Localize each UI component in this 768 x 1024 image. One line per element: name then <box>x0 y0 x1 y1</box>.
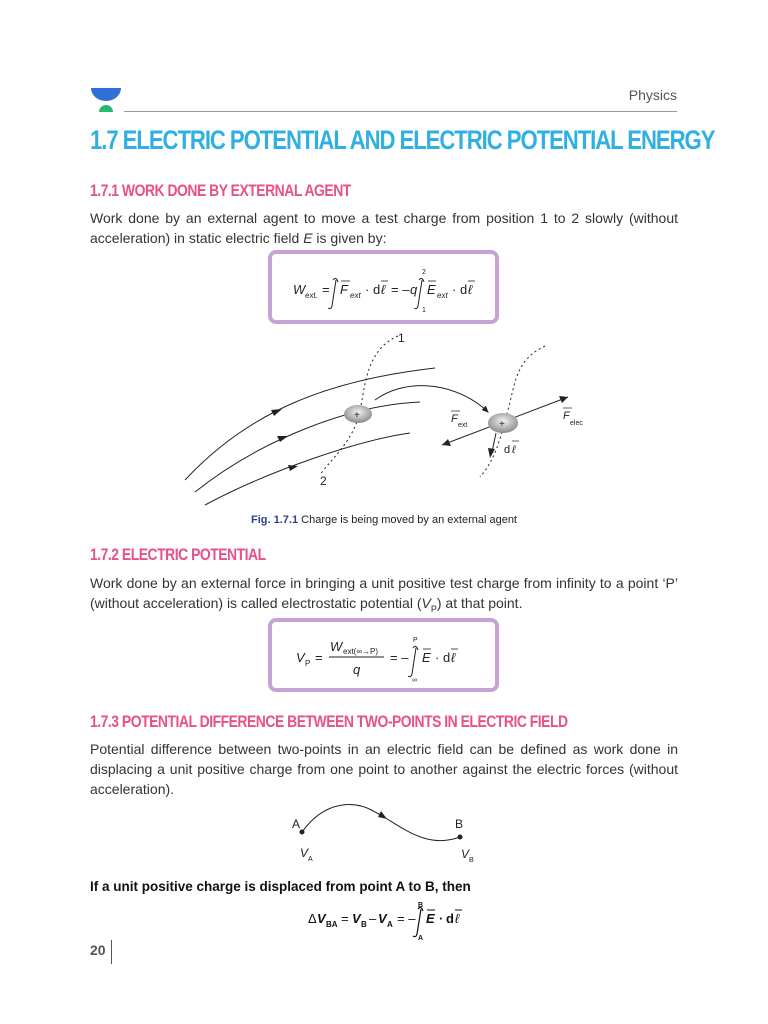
svg-text:=: = <box>341 911 349 926</box>
section-title: 1.7 ELECTRIC POTENTIAL AND ELECTRIC POTENTIAL ENERGY <box>90 125 715 155</box>
equation-box-work <box>268 250 499 324</box>
svg-text:= –: = – <box>391 282 410 297</box>
svg-text:= –: = – <box>397 911 416 926</box>
subsection-title-work-done: 1.7.1 WORK DONE BY EXTERNAL AGENT <box>90 181 351 200</box>
svg-text:= –: = – <box>390 650 409 665</box>
svg-text:E: E <box>426 911 435 926</box>
svg-text:ℓ: ℓ <box>468 282 473 297</box>
point-a-label: A <box>292 817 301 831</box>
dl-label: d <box>504 444 511 456</box>
svg-text:·: · <box>439 911 444 926</box>
svg-text:d: d <box>460 282 468 297</box>
charge-sign: + <box>499 419 505 430</box>
point-a-marker <box>300 830 305 835</box>
svg-text:∞: ∞ <box>412 677 417 684</box>
paragraph-text: is given by: <box>312 230 387 246</box>
displacement-path <box>480 346 545 477</box>
header-divider <box>124 111 677 112</box>
position-1-label: 1 <box>398 331 405 345</box>
svg-text:B: B <box>361 920 367 929</box>
brand-logo-icon <box>90 86 122 112</box>
svg-text:q: q <box>353 662 361 677</box>
svg-text:A: A <box>387 920 393 929</box>
equation-box-potential <box>268 618 499 692</box>
paragraph-variable: E <box>303 230 313 246</box>
svg-text:V: V <box>296 650 305 665</box>
svg-text:d: d <box>443 650 451 665</box>
svg-text:V: V <box>378 911 387 926</box>
paragraph-text: Work done by an external force in bringing a unit positive test charge from infinity to a point ‘P’ (without acceleration) is called electrostatic potential ( <box>90 575 678 611</box>
statement-displacement: If a unit positive charge is displaced from point A to B, then <box>90 879 471 894</box>
svg-text:1: 1 <box>422 307 426 314</box>
figure-caption <box>0 514 768 526</box>
svg-text:P: P <box>413 637 418 644</box>
svg-text:ℓ: ℓ <box>512 444 516 456</box>
page-number-divider <box>111 940 112 964</box>
svg-text:q: q <box>410 282 418 297</box>
svg-text:·: · <box>365 282 370 297</box>
svg-text:d: d <box>446 911 454 926</box>
svg-text:ext: ext <box>437 291 448 300</box>
motion-arrow <box>375 386 488 412</box>
svg-text:ℓ: ℓ <box>451 650 456 665</box>
caption-label: Fig. 1.7.1 <box>251 514 299 526</box>
svg-text:·: · <box>435 650 440 665</box>
vb-label: V <box>461 847 470 861</box>
svg-text:·: · <box>452 282 457 297</box>
svg-text:A: A <box>418 935 424 942</box>
position-2-label: 2 <box>320 474 327 488</box>
subsection-title-potential-difference: 1.7.3 POTENTIAL DIFFERENCE BETWEEN TWO-POINTS IN ELECTRIC FIELD <box>90 712 568 731</box>
svg-text:E: E <box>422 650 431 665</box>
f-ext-subscript: ext <box>458 422 468 429</box>
caption-text: Charge is being moved by an external agent <box>298 514 517 526</box>
svg-text:ext: ext <box>350 291 361 300</box>
va-label: V <box>300 846 309 860</box>
point-b-label: B <box>455 817 464 831</box>
subsection-title-electric-potential: 1.7.2 ELECTRIC POTENTIAL <box>90 545 266 564</box>
page-number: 20 <box>90 942 106 958</box>
subject-label: Physics <box>628 87 677 103</box>
paragraph-text: ) at that point. <box>436 595 523 611</box>
paragraph-potential-difference: Potential difference between two-points in an electric field can be defined as work done in displacing a unit positive charge from one point to another against the electric forces (without acceleration). <box>90 741 678 797</box>
paragraph-electric-potential <box>90 573 678 619</box>
potential-equation <box>272 622 495 688</box>
paragraph-work-done <box>90 208 678 248</box>
svg-text:=: = <box>322 282 330 297</box>
svg-text:V: V <box>317 911 326 926</box>
f-elec-label: F <box>563 410 570 422</box>
path-a-to-b <box>302 805 460 841</box>
svg-text:Δ: Δ <box>308 911 317 926</box>
field-line <box>205 433 410 505</box>
svg-text:W: W <box>293 282 306 297</box>
svg-text:W: W <box>330 639 343 654</box>
field-line <box>185 368 435 480</box>
svg-text:E: E <box>427 282 436 297</box>
field-line <box>195 402 420 492</box>
f-ext-label: F <box>451 413 458 425</box>
vb-subscript: B <box>469 857 474 864</box>
paragraph-text: Work done by an external agent to move a test charge from position 1 to 2 slowly (without acceleration) in static electric field <box>90 210 678 246</box>
svg-text:ℓ: ℓ <box>455 911 460 926</box>
f-elec-subscript: elec <box>570 420 583 427</box>
point-b-marker <box>458 835 463 840</box>
diagram-point-a-to-b <box>285 795 485 870</box>
va-subscript: A <box>308 856 313 863</box>
svg-text:F: F <box>340 282 348 297</box>
svg-text:BA: BA <box>326 920 338 929</box>
svg-text:2: 2 <box>422 269 426 276</box>
svg-text:ext.: ext. <box>305 291 318 300</box>
svg-text:V: V <box>352 911 361 926</box>
potential-difference-equation <box>300 898 480 944</box>
svg-text:–: – <box>369 911 377 926</box>
charge-sign: + <box>354 410 360 421</box>
svg-text:ℓ: ℓ <box>381 282 386 297</box>
work-equation <box>272 254 495 320</box>
paragraph-variable: V <box>421 595 431 611</box>
figure-charge-moved <box>170 330 600 510</box>
svg-text:P: P <box>305 659 311 668</box>
svg-text:=: = <box>315 650 323 665</box>
paragraph-subscript: P <box>430 603 437 614</box>
svg-text:B: B <box>418 902 424 909</box>
svg-text:ext(∞→P): ext(∞→P) <box>343 647 379 656</box>
svg-text:d: d <box>373 282 381 297</box>
